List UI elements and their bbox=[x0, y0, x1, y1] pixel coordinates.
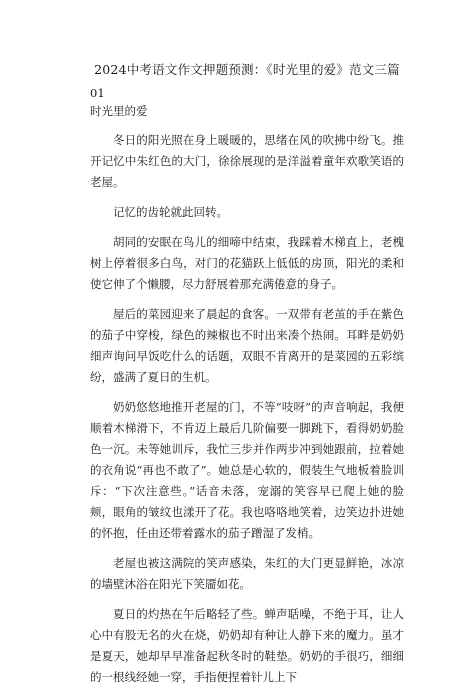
paragraph: 屋后的菜园迎来了晨起的食客。一双带有老茧的手在紫色的茄子中穿梭，绿色的辣椒也不时出来凑个热闹。耳畔是奶奶细声询问早饭吃什么的话题，双眼不肯离开的是菜园的五彩缤纷，盛满了夏日的生机。 bbox=[90, 307, 404, 384]
document-title: 2024中考语文作文押题预测：《时光里的爱》范文三篇 bbox=[94, 62, 400, 77]
paragraph: 奶奶悠悠地推开老屋的门，不等“吱呀”的声音响起，我便顺着木梯滑下，不肯迈上最后几阶偏要一脚跳下，看得奶奶脸色一沉。未等她训斥，我忙三步并作两步冲到她跟前，拉着她的衣角说“再也不敢了”。她总是心软的，假装生气地板着脸训斥：“下次注意些。”话音未落，宠溺的笑容早已爬上她的脸颊，眼角的皱纹也漾开了花。我也咯咯地笑着，边笑边扑进她的怀抱，任由还带着露水的茄子蹭湿了发梢。 bbox=[90, 400, 404, 540]
paragraph: 胡同的安眠在鸟儿的细啼中结束，我踩着木梯直上，老槐树上停着很多白鸟，对门的花猫跃上低低的房顶，阳光的柔和使它伸了个懒腰，尽力舒展着那充满倦意的身子。 bbox=[90, 235, 404, 291]
paragraph: 老屋也被这满院的笑声感染，朱红的大门更显鲜艳，冰凉的墙壁沐浴在阳光下笑靥如花。 bbox=[90, 556, 404, 591]
essay-title: 时光里的爱 bbox=[90, 104, 148, 118]
paragraph: 记忆的齿轮就此回转。 bbox=[113, 205, 228, 219]
paragraph: 冬日的阳光照在身上暖暖的，思绪在风的吹拂中纷飞。推开记忆中朱红色的大门，徐徐展现的是洋溢着童年欢歌笑语的老屋。 bbox=[90, 133, 404, 189]
section-label: 01 bbox=[90, 86, 105, 100]
paragraph: 夏日的灼热在午后略轻了些。蝉声聒噪，不绝于耳，让人心中有股无名的火在烧，奶奶却有种让人静下来的魔力。虽才是夏天，她却早早准备起秋冬时的鞋垫。奶奶的手很巧，细细的一根线经她一穿，手指便捏着针儿上下 bbox=[90, 607, 404, 684]
